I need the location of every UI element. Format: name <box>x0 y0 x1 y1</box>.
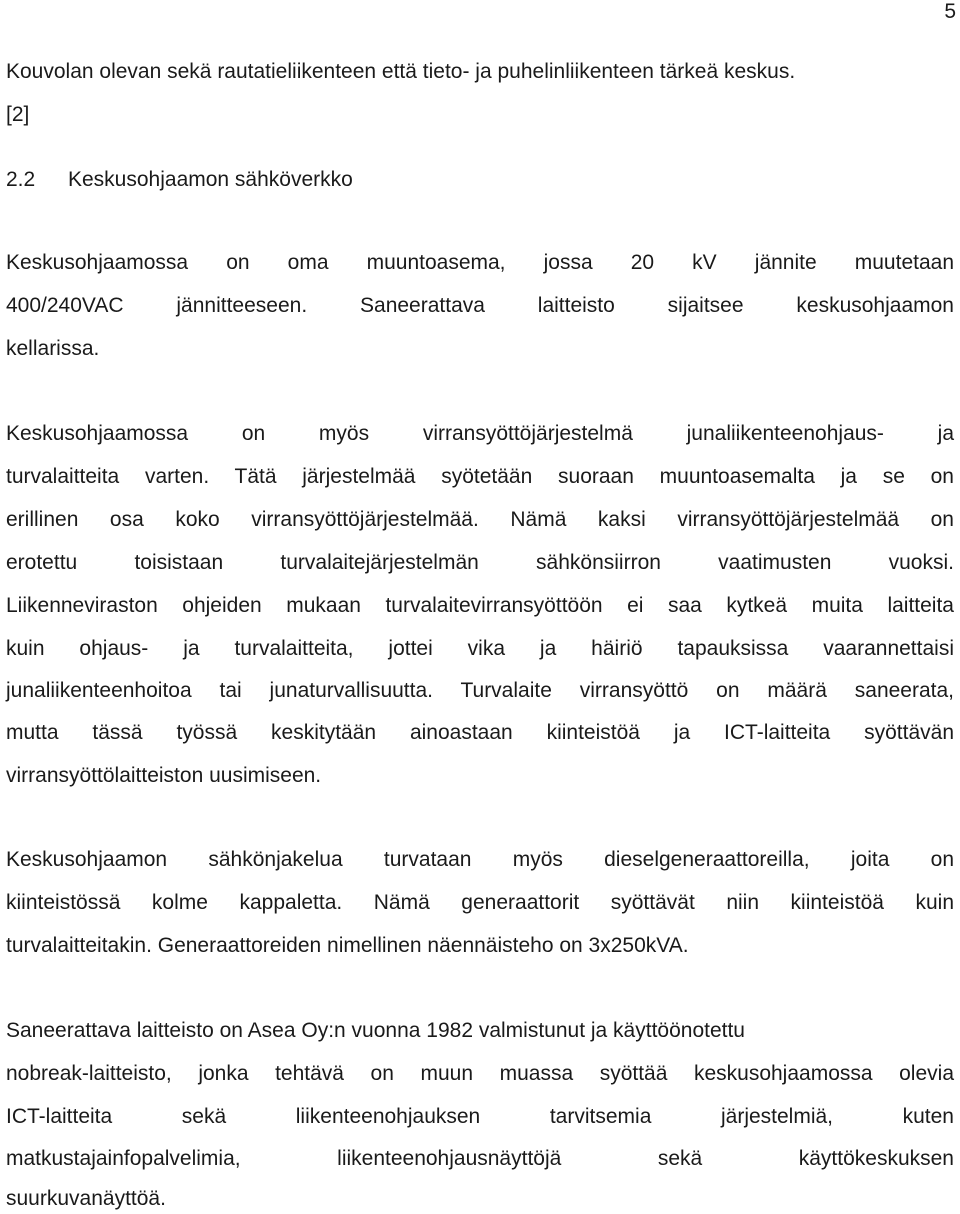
paragraph-3-line-4: erotettu toisistaan turvalaitejärjestelmän sähkönsiirron vaatimusten vuoksi. <box>6 551 954 574</box>
section-heading <box>6 166 954 194</box>
paragraph-2-line-1: Keskusohjaamossa on oma muuntoasema, jossa 20 kV jännite muutetaan <box>6 251 954 274</box>
paragraph-5-line-3: ICT-laitteita sekä liikenteenohjauksen tarvitsemia järjestelmiä, kuten <box>6 1105 954 1128</box>
paragraph-1-line-2: [2] <box>6 103 30 126</box>
paragraph-3-line-2: turvalaitteita varten. Tätä järjestelmää syötetään suoraan muuntoasemalta ja se on <box>6 465 954 488</box>
paragraph-4-line-3: turvalaitteitakin. Generaattoreiden nimellinen näennäisteho on 3x250kVA. <box>6 934 689 957</box>
paragraph-3-line-1: Keskusohjaamossa on myös virransyöttöjärjestelmä junaliikenteenohjaus- ja <box>6 422 954 445</box>
paragraph-3-line-3: erillinen osa koko virransyöttöjärjestelmää. Nämä kaksi virransyöttöjärjestelmää on <box>6 508 954 531</box>
paragraph-3-line-8: mutta tässä työssä keskitytään ainoastaan kiinteistöä ja ICT-laitteita syöttävän <box>6 721 954 744</box>
paragraph-3-line-9: virransyöttölaitteiston uusimiseen. <box>6 764 322 787</box>
paragraph-5-line-5: suurkuvanäyttöä. <box>6 1187 166 1210</box>
paragraph-5-line-4: matkustajainfopalvelimia, liikenteenohjausnäyttöjä sekä käyttökeskuksen <box>6 1147 954 1170</box>
paragraph-2-line-2: 400/240VAC jännitteeseen. Saneerattava laitteisto sijaitsee keskusohjaamon <box>6 294 954 317</box>
paragraph-1-line-1: Kouvolan olevan sekä rautatieliikenteen että tieto- ja puhelinliikenteen tärkeä keskus. <box>6 60 796 83</box>
paragraph-3-line-6: kuin ohjaus- ja turvalaitteita, jottei vika ja häiriö tapauksissa vaarannettaisi <box>6 637 954 660</box>
section-title: Keskusohjaamon sähköverkko <box>68 168 353 191</box>
section-number: 2.2 <box>6 168 36 191</box>
paragraph-5-line-1: Saneerattava laitteisto on Asea Oy:n vuonna 1982 valmistunut ja käyttöönotettu <box>6 1019 745 1042</box>
paragraph-3-line-5: Liikenneviraston ohjeiden mukaan turvalaitevirransyöttöön ei saa kytkeä muita laitteita <box>6 594 954 617</box>
paragraph-3-line-7: junaliikenteenhoitoa tai junaturvallisuutta. Turvalaite virransyöttö on määrä saneerata, <box>6 679 954 702</box>
paragraph-5-line-2: nobreak-laitteisto, jonka tehtävä on muun muassa syöttää keskusohjaamossa olevia <box>6 1062 954 1085</box>
page-number: 5 <box>944 0 956 23</box>
paragraph-4-line-2: kiinteistössä kolme kappaletta. Nämä generaattorit syöttävät niin kiinteistöä kuin <box>6 891 954 914</box>
paragraph-2-line-3: kellarissa. <box>6 337 100 360</box>
paragraph-4-line-1: Keskusohjaamon sähkönjakelua turvataan myös dieselgeneraattoreilla, joita on <box>6 848 954 871</box>
